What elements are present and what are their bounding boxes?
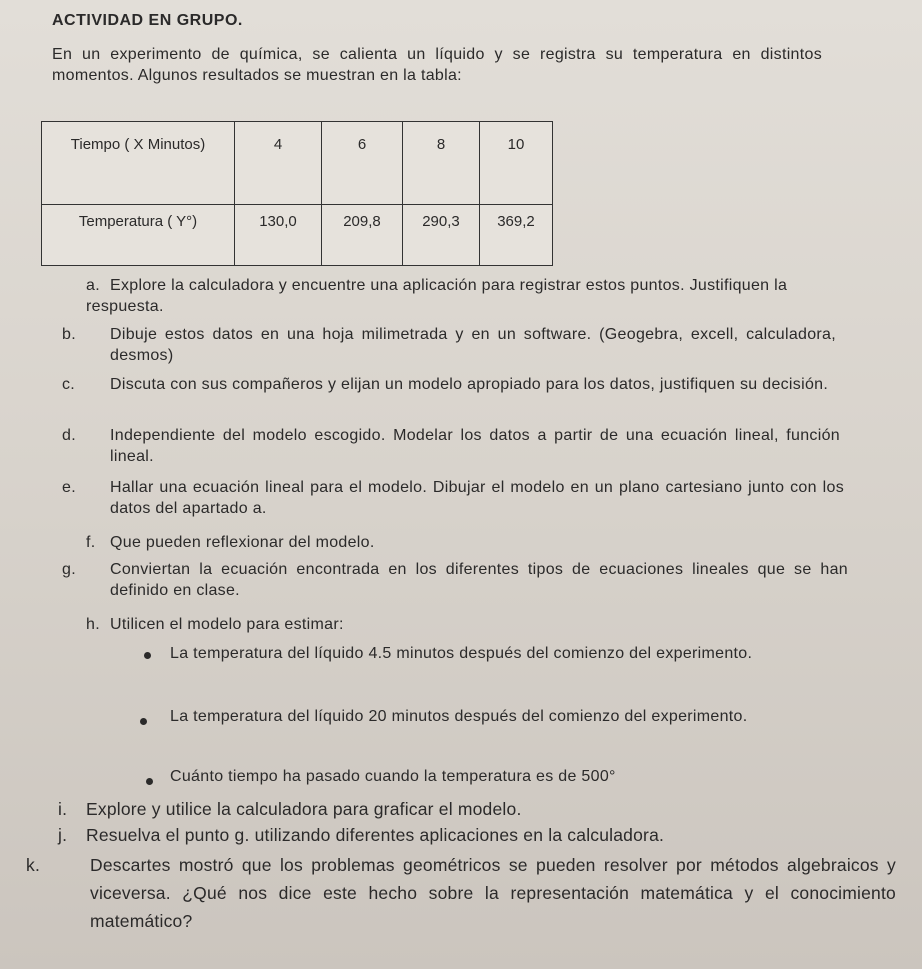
bullet-icon	[144, 652, 151, 659]
list-item-j	[58, 823, 858, 847]
list-item-c	[62, 374, 836, 395]
list-item-b	[62, 324, 836, 366]
list-item-f	[86, 532, 820, 553]
item-text: Independiente del modelo escogido. Modelar los datos a partir de una ecuación lineal, función lineal.	[110, 427, 840, 465]
item-label: a.	[86, 277, 100, 294]
item-label: k.	[26, 855, 41, 875]
list-item-h-bullet: La temperatura del líquido 20 minutos después del comienzo del experimento.	[170, 708, 748, 725]
item-text: Hallar una ecuación lineal para el modelo. Dibujar el modelo en un plano cartesiano junto con los datos del apartado a.	[110, 479, 844, 517]
item-label: i.	[58, 799, 68, 819]
page-title: ACTIVIDAD EN GRUPO.	[52, 12, 243, 29]
list-item-h-bullet: Cuánto tiempo ha pasado cuando la temperatura es de 500°	[170, 768, 616, 785]
list-item-k	[26, 851, 896, 935]
item-text: Que pueden reflexionar del modelo.	[110, 534, 375, 551]
item-label: j.	[58, 825, 68, 845]
table-cell: 290,3	[403, 205, 480, 266]
table-cell: 10	[480, 122, 553, 205]
bullet-icon	[146, 778, 153, 785]
table-cell: 209,8	[322, 205, 403, 266]
item-text: Discuta con sus compañeros y elijan un modelo apropiado para los datos, justifiquen su decisión.	[110, 376, 829, 393]
item-label: h.	[86, 616, 100, 633]
row-header-temperatura: Temperatura ( Y°)	[42, 205, 235, 266]
table-cell: 6	[322, 122, 403, 205]
list-item-h	[86, 614, 820, 635]
data-table	[41, 121, 553, 266]
item-text: Conviertan la ecuación encontrada en los diferentes tipos de ecuaciones lineales que se han definido en clase.	[110, 561, 848, 599]
table-cell: 369,2	[480, 205, 553, 266]
item-label: g.	[62, 561, 76, 578]
item-label: c.	[62, 376, 76, 393]
item-label: e.	[62, 479, 76, 496]
table-cell: 4	[235, 122, 322, 205]
list-item-a	[86, 275, 802, 317]
item-text: Resuelva el punto g. utilizando diferentes aplicaciones en la calculadora.	[86, 825, 665, 845]
item-label: f.	[86, 534, 96, 551]
item-label: d.	[62, 427, 76, 444]
table-cell: 8	[403, 122, 480, 205]
item-text: Descartes mostró que los problemas geométricos se pueden resolver por métodos algebraicos y viceversa. ¿Qué nos dice este hecho sobre la representación matemática y el conocimiento matemático?	[90, 855, 896, 931]
item-text: Dibuje estos datos en una hoja milimetrada y en un software. (Geogebra, excell, calculadora, desmos)	[110, 326, 836, 364]
intro-paragraph: En un experimento de química, se calienta un líquido y se registra su temperatura en distintos momentos. Algunos resultados se muestran en la tabla:	[52, 46, 822, 84]
list-item-h-bullet: La temperatura del líquido 4.5 minutos después del comienzo del experimento.	[170, 645, 753, 662]
list-item-g	[62, 559, 848, 601]
list-item-i	[58, 797, 858, 821]
item-text: Explore y utilice la calculadora para graficar el modelo.	[86, 799, 522, 819]
bullet-icon	[140, 718, 147, 725]
table-row-tiempo	[42, 122, 553, 205]
table-cell: 130,0	[235, 205, 322, 266]
item-text: Explore la calculadora y encuentre una aplicación para registrar estos puntos. Justifiquen la respuesta.	[86, 277, 788, 315]
item-label: b.	[62, 326, 76, 343]
list-item-d	[62, 425, 840, 467]
list-item-e	[62, 477, 844, 519]
row-header-tiempo: Tiempo ( X Minutos)	[42, 122, 235, 205]
item-text: Utilicen el modelo para estimar:	[110, 616, 344, 633]
table-row-temperatura	[42, 205, 553, 266]
